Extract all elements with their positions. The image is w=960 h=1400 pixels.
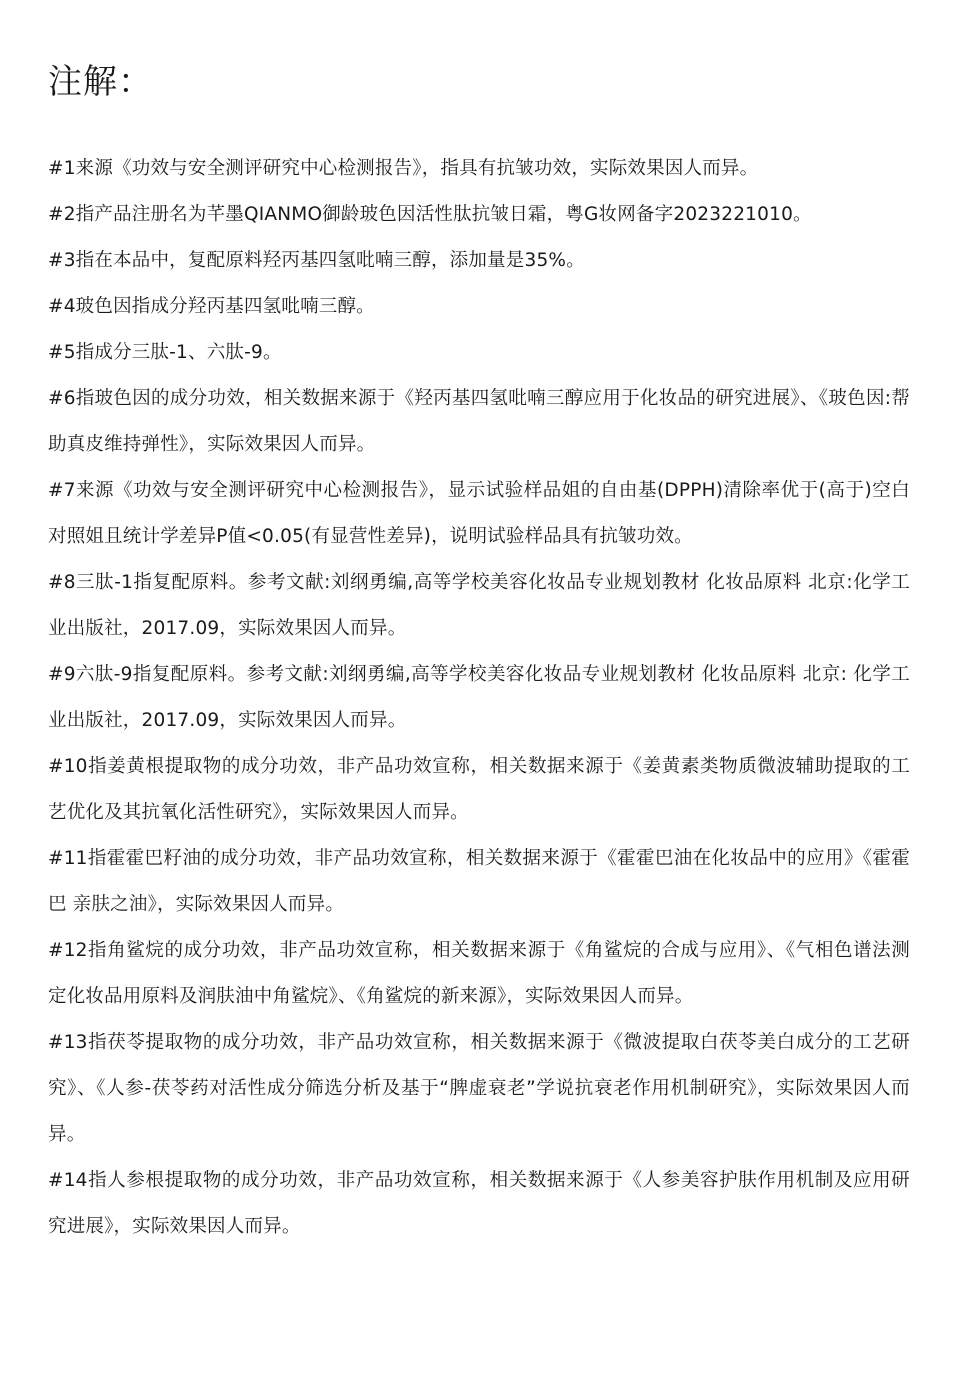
note-4: #4玻色因指成分羟丙基四氢吡喃三醇。 — [48, 296, 375, 317]
note-5: #5指成分三肽-1、六肽-9。 — [48, 342, 282, 363]
note-3: #3指在本品中，复配原料羟丙基四氢吡喃三醇，添加量是35%。 — [48, 250, 585, 271]
note-13: #13指茯苓提取物的成分功效，非产品功效宣称，相关数据来源于《微波提取白茯苓美白成分的工艺研究》、《人参-茯苓药对活性成分筛选分析及基于“脾虚衰老”学说抗衰老作用机制研究》，实际效果因人而异。 — [48, 1032, 910, 1145]
notes-list — [48, 146, 910, 1250]
note-7: #7来源《功效与安全测评研究中心检测报告》，显示试验样品姐的自由基(DPPH)清除率优于(高于)空白对照姐且统计学差异P值<0.05(有显营性差异)，说明试验样品具有抗皱功效。 — [48, 480, 910, 547]
note-11: #11指霍霍巴籽油的成分功效，非产品功效宣称，相关数据来源于《霍霍巴油在化妆品中的应用》《霍霍巴 亲肤之油》，实际效果因人而异。 — [48, 848, 910, 915]
page-title: 注解： — [48, 62, 153, 102]
note-8: #8三肽-1指复配原料。参考文献:刘纲勇编,高等学校美容化妆品专业规划教材 化妆品原料 北京:化学工业出版社，2017.09，实际效果因人而异。 — [48, 572, 910, 639]
note-1: #1来源《功效与安全测评研究中心检测报告》，指具有抗皱功效，实际效果因人而异。 — [48, 158, 759, 179]
note-10: #10指姜黄根提取物的成分功效，非产品功效宣称，相关数据来源于《姜黄素类物质微波辅助提取的工艺优化及其抗氧化活性研究》，实际效果因人而异。 — [48, 756, 910, 823]
note-12: #12指角鲨烷的成分功效，非产品功效宣称，相关数据来源于《角鲨烷的合成与应用》、《气相色谱法测定化妆品用原料及润肤油中角鲨烷》、《角鲨烷的新来源》，实际效果因人而异。 — [48, 940, 910, 1007]
note-14: #14指人参根提取物的成分功效，非产品功效宣称，相关数据来源于《人参美容护肤作用机制及应用研究进展》，实际效果因人而异。 — [48, 1170, 910, 1237]
note-2: #2指产品注册名为芊墨QIANMO御龄玻色因活性肽抗皱日霜，粤G妆网备字2023221010。 — [48, 204, 812, 225]
note-6: #6指玻色因的成分功效，相关数据来源于《羟丙基四氢吡喃三醇应用于化妆品的研究进展》、《玻色因:帮助真皮维持弹性》，实际效果因人而异。 — [48, 388, 910, 455]
note-9: #9六肽-9指复配原料。参考文献:刘纲勇编,高等学校美容化妆品专业规划教材 化妆品原料 北京: 化学工业出版社，2017.09，实际效果因人而异。 — [48, 664, 910, 731]
